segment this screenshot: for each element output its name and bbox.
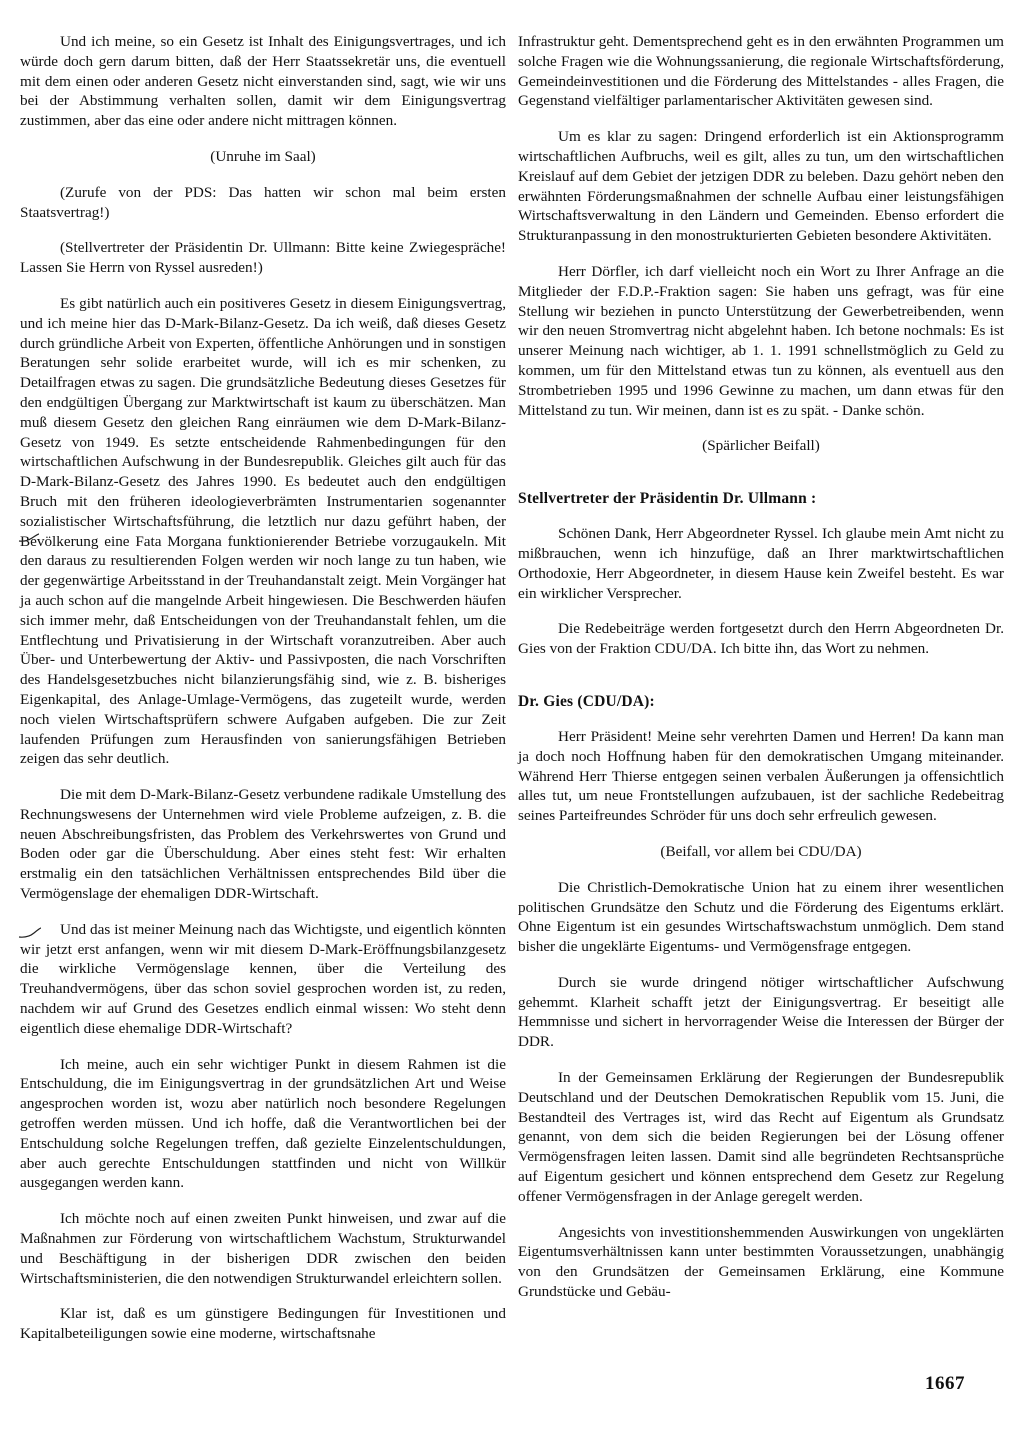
paragraph: Es gibt natürlich auch ein positiveres Gesetz in diesem Einigungsvertrag, und ich meine hier das D-Mark-Bilanz-Gesetz. Da ich weiß, daß dieses Gesetz durch gründliche Arbeit von Experten, öffentliche Anhörungen und in sonstigen Beratungen sehr solide erarbeitet wurde, will ich es mir schenken, zu Detailfragen etwas zu sagen. Die grundsätzliche Bedeutung dieses Gesetzes für den endgültigen Übergang zur Marktwirtschaft ist kaum zu überschätzen. Man muß diesem Gesetz den gleichen Rang einräumen wie dem D-Mark-Bilanz-Gesetz von 1949. Es setzte entscheidende Rahmenbedingungen für den wirtschaftlichen Aufschwung in der Bundesrepublik. Gleiches gilt auch für das D-Mark-Bilanz-Gesetz des Jahres 1990. Es bedeutet auch den endgültigen Bruch mit den früheren ideologieverbrämten Instrumentarien sogenannter sozialistischer Wirtschaftsführung, die letztlich nur dazu geführt haben, der Bevölkerung eine Fata Morgana funktionierender Betriebe vorzugaukeln. Mit den daraus zu resultierenden Folgen werden wir noch lange zu tun haben, wie der gegenwärtige Arbeitsstand in der Treuhandanstalt zeigt. Mein Vorgänger hat ja auch schon auf die mangelnde Arbeit hingewiesen. Die Beschwerden häufen sich immer mehr, daß Entscheidungen von der Treuhandanstalt fehlen, um die Entflechtung und Privatisierung in der Wirtschaft voranzutreiben. Aber auch Über- und Unterbewertung der Aktiv- und Passivposten, die nach Vorschriften des Handelsgesetzbuches nicht bilanzierungsfähig sind, wie z. B. bisheriges Eigenkapital, des Anlage-Umlage-Vermögens, das zugeteilt wurde, werden noch vielen Wirtschaftsprüfern schwere Aufgaben aufgeben. Die zur Zeit laufenden Prüfungen zum Herausfinden von sanierungsfähigen Betrieben zeigen das sehr deutlich. [20, 294, 506, 768]
interjection: (Zurufe von der PDS: Das hatten wir schon mal beim ersten Staatsvertrag!) [20, 183, 506, 221]
paragraph: Durch sie wurde dringend nötiger wirtschaftlicher Aufschwung gehemmt. Klarheit schafft jetzt der Einigungsvertrag. Er beseitigt alle Hemmnisse und sichert in hervorragender Weise die Interessen der Bürger der DDR. [518, 973, 1004, 1051]
paragraph: Die Redebeiträge werden fortgesetzt durch den Herrn Abgeordneten Dr. Gies von der Fraktion CDU/DA. Ich bitte ihn, das Wort zu nehmen. [518, 620, 1004, 658]
interjection: (Spärlicher Beifall) [702, 437, 820, 455]
right-column [518, 32, 1004, 1318]
paragraph: Schönen Dank, Herr Abgeordneter Ryssel. Ich glaube mein Amt nicht zu mißbrauchen, wenn ich hinzufüge, daß an Ihrer marktwirtschaftlichen Orthodoxie, Herr Abgeordneter, in diesem Hause kein Zweifel besteht. Es war ein wirklicher Versprecher. [518, 525, 1004, 602]
paragraph: Die Christlich-Demokratische Union hat zu einem ihrer wesentlichen politischen Grundsätze den Schutz und die Förderung des Eigentums erklärt. Ohne Eigentum ist ein gesundes Wirtschaftswachstum unmöglich. Dem stand bisher die ungeklärte Eigentums- und Vermögensfrage entgegen. [518, 878, 1004, 956]
paragraph: Infrastruktur geht. Dementsprechend geht es in den erwähnten Programmen um solche Fragen wie die Wohnungssanierung, die regionale Wirtschaftsförderung, Gemeindeinvestitionen und die Förderung des Mittelstandes - alles Fragen, die Gegenstand vielfältiger parlamentarischer Aktivitäten gewesen sind. [518, 33, 1004, 110]
speaker-heading: Dr. Gies (CDU/DA): [518, 692, 655, 710]
paragraph: Um es klar zu sagen: Dringend erforderlich ist ein Aktionsprogramm wirtschaftlichen Aufbruchs, weil es gilt, alles zu tun, um den wirtschaftlichen Kreislauf auf dem Gebiet der jetzigen DDR zu beleben. Dazu gehört neben den erwähnten Förderungsmaßnahmen der schnelle Aufbau einer leistungsfähigen Wirtschaftsverwaltung in den Ländern und Gemeinden. Ebenso erfordert die Strukturanpassung in den monostrukturierten Gebieten besondere Aktivitäten. [518, 128, 1004, 245]
paragraph: Und das ist meiner Meinung nach das Wichtigste, und eigentlich könnten wir jetzt erst anfangen, wenn wir mit diesem D-Mark-Eröffnungsbilanzgesetz die wirkliche Vermögenslage kennen, über die Verteilung des Treuhandvermögens, über das schon soviel gesprochen worden ist, zu reden, nachdem wir auf Grund des Gesetzes endlich einmal wissen: Wo steht denn eigentlich diese ehemalige DDR-Wirtschaft? [20, 920, 506, 1037]
paragraph: Herr Präsident! Meine sehr verehrten Damen und Herren! Da kann man ja doch noch Hoffnung haben für den demokratischen Umgang miteinander. Während Herr Thierse entgegen seinen verbalen Äußerungen ja offensichtlich alles tut, um neue Frontstellungen aufzubauen, ist der sachliche Redebeitrag seines Parteifreundes Schröder für uns doch sehr erfreulich gewesen. [518, 727, 1004, 825]
paragraph: Die mit dem D-Mark-Bilanz-Gesetz verbundene radikale Umstellung des Rechnungswesens der Unternehmen wird viele Probleme aufzeigen, z. B. die neuen Abschreibungsfristen, das Problem des Verkehrswertes von Grund und Boden oder gar die Überschuldung. Aber eines steht fest: Wir erhalten erstmalig ein den tatsächlichen Verhältnissen entsprechendes Bild über die Vermögenslage der ehemaligen DDR-Wirtschaft. [20, 786, 506, 903]
interjection: (Beifall, vor allem bei CDU/DA) [660, 842, 862, 860]
paragraph: Angesichts von investitionshemmenden Auswirkungen von ungeklärten Eigentumsverhältnissen kann unter bestimmten Voraussetzungen, unabhängig von den Grundsätzen der Gemeinsamen Erklärung, eine Kommune Grundstücke und Gebäu- [518, 1223, 1004, 1301]
interjection: (Unruhe im Saal) [210, 147, 316, 165]
paragraph: Ich meine, auch ein sehr wichtiger Punkt in diesem Rahmen ist die Entschuldung, die im Einigungsvertrag in der grundsätzlichen Art und Weise angesprochen worden ist, wozu aber natürlich noch besondere Regelungen getroffen werden müssen. Und ich hoffe, daß die Verantwortlichen bei der Entschuldung solche Regelungen treffen, daß gezielte Einzelentschuldungen, aber auch gerechte Entschuldungen stattfinden und nicht von Willkür ausgegangen werden kann. [20, 1055, 506, 1192]
paragraph: Klar ist, daß es um günstigere Bedingungen für Investitionen und Kapitalbeteiligungen sowie eine moderne, wirtschaftsnahe [20, 1305, 506, 1343]
paragraph: Herr Dörfler, ich darf vielleicht noch ein Wort zu Ihrer Anfrage an die Mitglieder der F.D.P.-Fraktion sagen: Sie haben uns gefragt, was für eine Stellung wir beziehen in puncto Unterstützung der Gewerbetreibenden, wenn wir den neuen Stromvertrag nicht abgelehnt haben. Ich betone nochmals: Es ist unserer Meinung nach wichtiger, ab 1. 1. 1991 schnellstmöglich zu Geld zu kommen, um für den Mittelstand etwas tun zu können, als eventuell aus den Strombetrieben 1995 und 1996 Gewinne zu machen, um dann etwas für den Mittelstand zu tun. Wir meinen, dann ist es zu spät. - Danke schön. [518, 262, 1004, 419]
paragraph: Ich möchte noch auf einen zweiten Punkt hinweisen, und zwar auf die Maßnahmen zur Förderung von wirtschaftlichem Wachstum, Strukturwandel und Beschäftigung in der bisherigen DDR zwischen den beiden Wirtschaftsministerien, die den notwendigen Strukturwandel erleichtern sollen. [20, 1210, 506, 1287]
paragraph: Und ich meine, so ein Gesetz ist Inhalt des Einigungsvertrages, und ich würde doch gern darum bitten, daß der Herr Staatssekretär uns, die eventuell mit dem einen oder anderen Gesetz nicht einverstanden sind, sagt, wie wir uns bei der Abstimmung verhalten sollen, damit wir dem Einigungsvertrag zustimmen, aber das eine oder andere nicht mittragen können. [20, 33, 506, 130]
left-column [20, 32, 506, 1360]
interjection: (Stellvertreter der Präsidentin Dr. Ullmann: Bitte keine Zwiegespräche! Lassen Sie Herrn von Ryssel ausreden!) [20, 239, 506, 277]
paragraph: In der Gemeinsamen Erklärung der Regierungen der Bundesrepublik Deutschland und der Deutschen Demokratischen Republik vom 15. Juni, die Bestandteil des Vertrages ist, wird das Recht auf Eigentum als Grundsatz genannt, von dem sich die beiden Regierungen bei der Lösung offener Vermögensfragen leiten lassen. Damit sind alle begründeten Rechtsansprüche auf Eigentum gesichert und können entsprechend dem Gesetz zur Regelung offener Vermögensfragen in der Anlage geregelt werden. [518, 1069, 1004, 1205]
page-number: 1667 [925, 1373, 965, 1394]
margin-pen-mark [18, 927, 38, 937]
margin-pen-mark [18, 533, 38, 543]
speaker-heading: Stellvertreter der Präsidentin Dr. Ullmann : [518, 490, 817, 508]
